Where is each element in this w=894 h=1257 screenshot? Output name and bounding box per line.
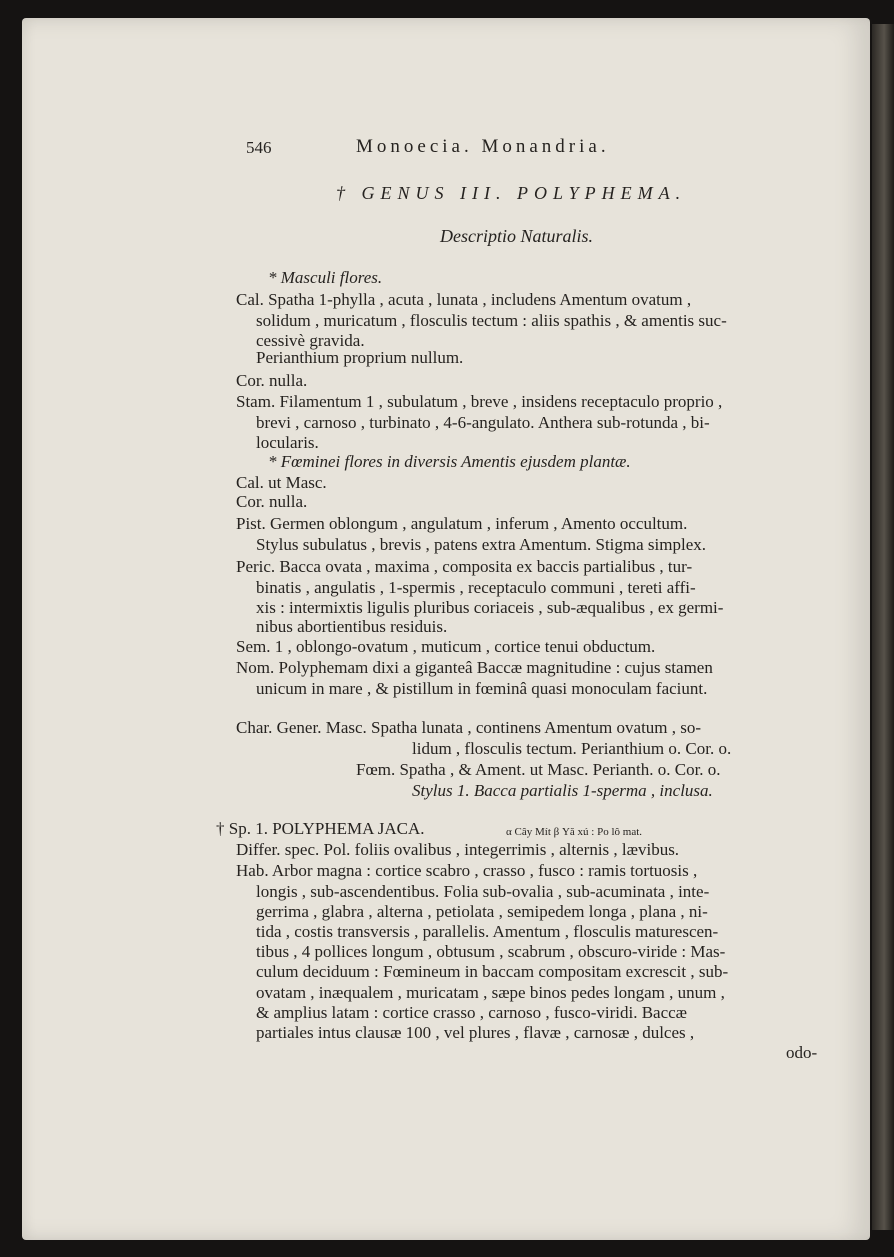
text-line: tida , costis transversis , parallelis. Amentum , flosculis maturescen- — [256, 922, 719, 941]
text-line: xis : intermixtis ligulis pluribus coriaceis , sub-æqualibus , ex germi- — [256, 598, 724, 617]
text-line: Stylus subulatus , brevis , patens extra Amentum. Stigma simplex. — [256, 535, 706, 554]
text-line: solidum , muricatum , flosculis tectum : aliis spathis , & amentis suc- — [256, 311, 727, 330]
text-line: locularis. — [256, 433, 319, 452]
text-line: Peric. Bacca ovata , maxima , composita ex baccis partialibus , tur- — [236, 557, 693, 576]
text-line: Hab. Arbor magna : cortice scabro , crasso , fusco : ramis tortuosis , — [236, 861, 698, 880]
page-number: 546 — [246, 138, 272, 157]
text-line: longis , sub-ascendentibus. Folia sub-ovalia , sub-acuminata , inte- — [256, 882, 710, 901]
catchword: odo- — [786, 1043, 818, 1062]
text-line: unicum in mare , & pistillum in fœminâ quasi monoculam faciunt. — [256, 679, 708, 698]
running-title: Monoecia. Monandria. — [356, 136, 610, 157]
text-line: Stam. Filamentum 1 , subulatum , breve , insidens receptaculo proprio , — [236, 392, 723, 411]
text-line: Cor. nulla. — [236, 371, 308, 390]
genus-title: † GENUS III. POLYPHEMA. — [336, 183, 687, 203]
vernacular-names: α Cây Mít β Yă xú : Po lô mat. — [506, 826, 643, 838]
text-line: cessivè gravida. — [256, 331, 365, 350]
text-line: Cal. Spatha 1-phylla , acuta , lunata , includens Amentum ovatum , — [236, 290, 692, 309]
species-title: † Sp. 1. POLYPHEMA JACA. — [216, 819, 425, 838]
page-edge — [872, 24, 894, 1230]
text-line: Stylus 1. Bacca partialis 1-sperma , inclusa. — [412, 781, 713, 800]
text-line: lidum , flosculis tectum. Perianthium o. Cor. o. — [412, 739, 732, 758]
text-line: brevi , carnoso , turbinato , 4-6-angulato. Anthera sub-rotunda , bi- — [256, 413, 710, 432]
char-gener-line: Char. Gener. Masc. Spatha lunata , continens Amentum ovatum , so- — [236, 718, 702, 737]
text-line: Sem. 1 , oblongo-ovatum , muticum , cortice tenui obductum. — [236, 637, 656, 656]
text-line: culum deciduum : Fœmineum in baccam compositam excrescit , sub- — [256, 962, 729, 981]
text-line: Perianthium proprium nullum. — [256, 348, 464, 367]
text-line: tibus , 4 pollices longum , obtusum , scabrum , obscuro-viride : Mas- — [256, 942, 726, 961]
text-line: Cor. nulla. — [236, 492, 308, 511]
masculi-heading: * Masculi flores. — [268, 268, 383, 287]
text-line: binatis , angulatis , 1-spermis , receptaculo communi , tereti affi- — [256, 578, 696, 597]
text-line: & amplius latam : cortice crasso , carnoso , fusco-viridi. Baccæ — [256, 1003, 688, 1022]
section-title: Descriptio Naturalis. — [440, 226, 594, 246]
text-line: Differ. spec. Pol. foliis ovalibus , integerrimis , alternis , lævibus. — [236, 840, 680, 859]
text-line: Pist. Germen oblongum , angulatum , inferum , Amento occultum. — [236, 514, 688, 533]
text-line: Nom. Polyphemam dixi a giganteâ Baccæ magnitudine : cujus stamen — [236, 658, 713, 677]
text-line: Fœm. Spatha , & Ament. ut Masc. Perianth. o. Cor. o. — [356, 760, 721, 779]
text-line: ovatam , inæqualem , muricatam , sæpe binos pedes longam , unum , — [256, 983, 725, 1002]
foeminei-heading: * Fœminei flores in diversis Amentis ejusdem plantæ. — [268, 452, 631, 471]
text-line: partiales intus clausæ 100 , vel plures , flavæ , carnosæ , dulces , — [256, 1023, 695, 1042]
text-line: nibus abortientibus residuis. — [256, 617, 448, 636]
text-line: Cal. ut Masc. — [236, 473, 327, 492]
text-line: gerrima , glabra , alterna , petiolata , semipedem longa , plana , ni- — [256, 902, 708, 921]
